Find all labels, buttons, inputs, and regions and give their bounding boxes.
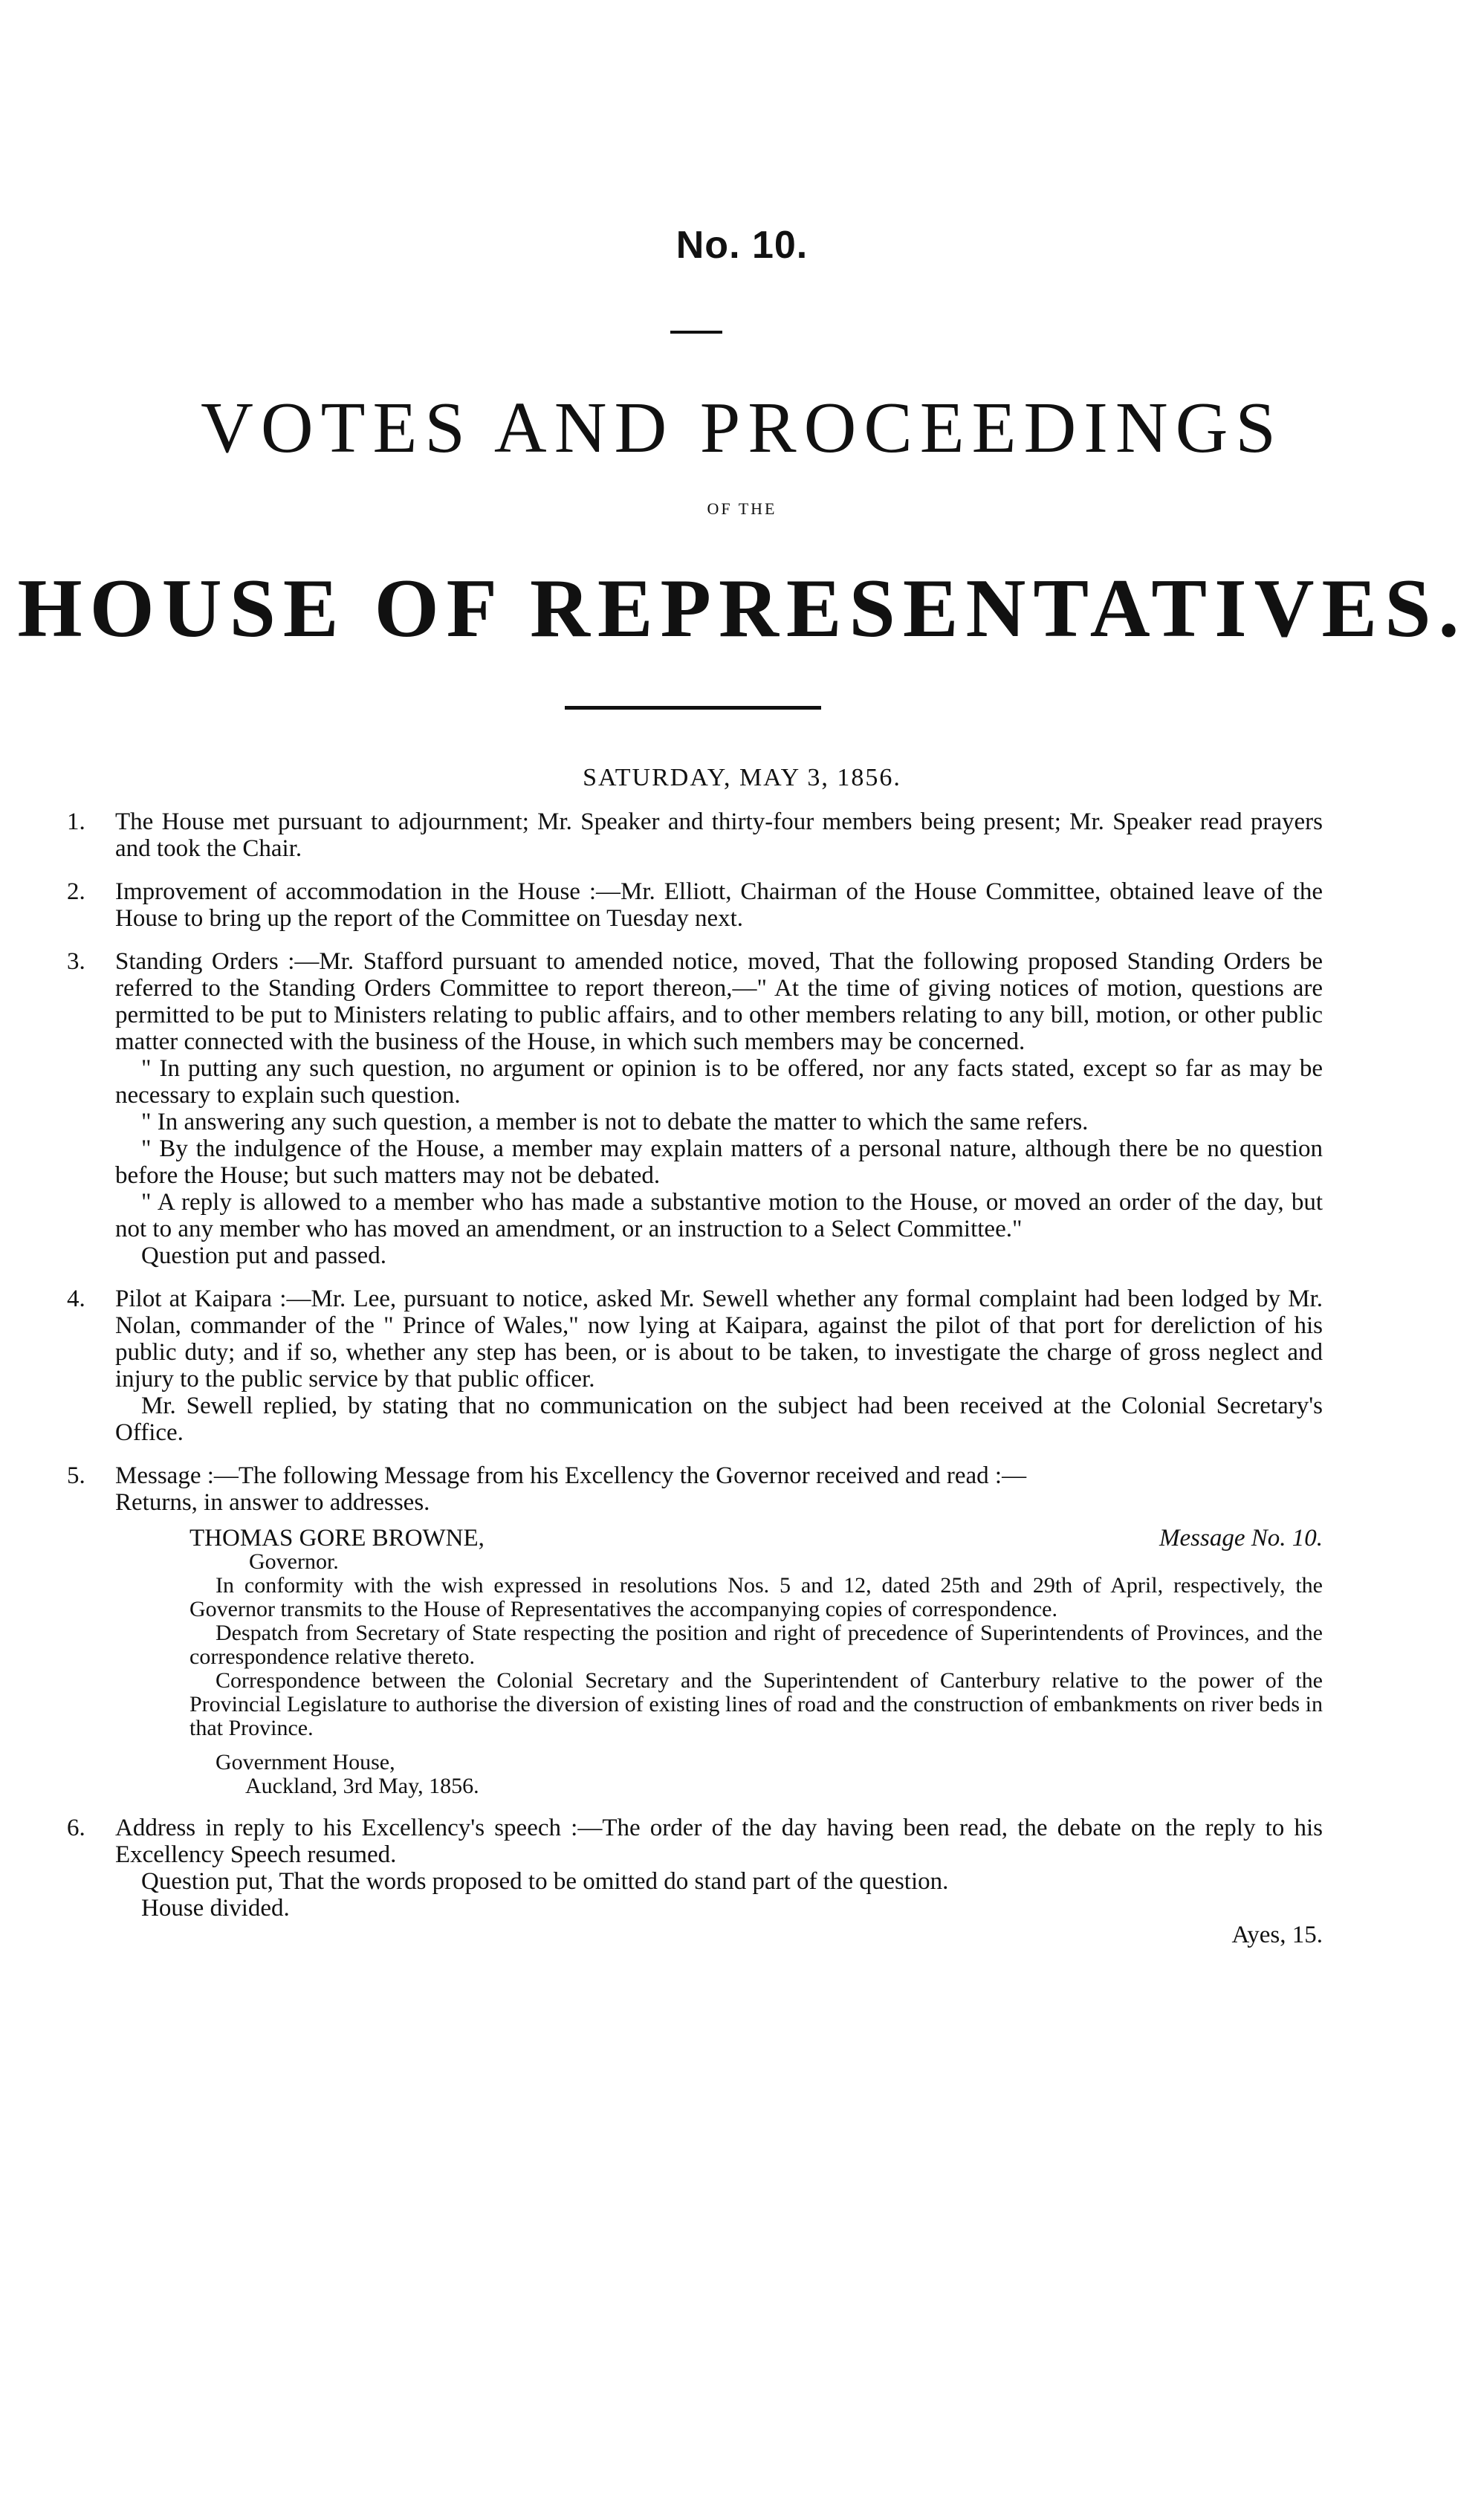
item-paragraph: " By the indulgence of the House, a member may explain matters of a personal nature, although there be no question before the House; but such matters may not be debated. [115,1135,1323,1189]
sitting-date: SATURDAY, MAY 3, 1856. [583,764,901,791]
item-number: 4. [67,1286,85,1312]
item-text: The House met pursuant to adjournment; Mr. Speaker and thirty-four members being present; Mr. Speaker read prayers and took the Chair. [115,808,1323,862]
item-paragraph: " In answering any such question, a member is not to debate the matter to which the same refers. [141,1109,1089,1135]
proceeding-item-2 [67,878,1323,932]
item-text: Standing Orders :—Mr. Stafford pursuant to amended notice, moved, That the following proposed Standing Orders be referred to the Standing Orders Committee to report thereon,—" At the time of giving notices of motion, questions are permitted to be put to Ministers relating to public affairs, and to other members relating to any bill, motion, or other public matter connected with the business of the House, in which such members may be concerned. [115,948,1323,1055]
item-paragraph: Question put and passed. [141,1242,386,1269]
proceeding-item-5 [67,1462,1323,1798]
item-paragraph: Question put, That the words proposed to be omitted do stand part of the question. [141,1868,949,1895]
item-paragraph: " In putting any such question, no argument or opinion is to be offered, nor any facts stated, except so far as may be necessary to explain such question. [115,1055,1323,1109]
top-rule [670,331,722,334]
title-house-of-representatives: HOUSE OF REPRESENTATIVES. [17,563,1467,655]
item-text: Improvement of accommodation in the House :—Mr. Elliott, Chairman of the House Committee, obtained leave of the House to bring up the report of the Committee on Tuesday next. [115,878,1323,932]
message-paragraph: In conformity with the wish expressed in resolutions Nos. 5 and 12, dated 25th and 29th of April, respectively, the Governor transmits to the House of Representatives the accompanying copies of correspondence. [189,1573,1323,1621]
message-place-date: Auckland, 3rd May, 1856. [245,1774,479,1798]
title-of-the: OF THE [707,499,777,518]
item-text: Message :—The following Message from his Excellency the Governor received and read :— [115,1462,1027,1489]
proceeding-item-1 [67,808,1323,862]
returns-line: Returns, in answer to addresses. [115,1489,430,1516]
item-number: 3. [67,948,85,975]
message-place: Government House, [216,1750,395,1774]
message-paragraph: Correspondence between the Colonial Secretary and the Superintendent of Canterbury relative to the power of the Provincial Legislature to authorise the diversion of existing lines of road and the construction of embankments on river beds in that Province. [189,1668,1323,1740]
proceedings-body [67,808,1323,1965]
proceeding-item-4 [67,1286,1323,1446]
paper-number: No. 10. [675,224,809,267]
item-number: 5. [67,1462,85,1489]
item-paragraph: House divided. [141,1895,290,1922]
proceeding-item-3 [67,948,1323,1269]
message-number: Message No. 10. [1159,1525,1323,1552]
message-paragraph: Despatch from Secretary of State respecting the position and right of precedence of Superintendents of Provinces, and the correspondence relative thereto. [189,1621,1323,1669]
title-rule [565,706,821,710]
item-paragraph: " A reply is allowed to a member who has made a substantive motion to the House, or moved an order of the day, but not to any member who has moved an amendment, or an instruction to a Select Committee." [115,1189,1323,1242]
division-ayes: Ayes, 15. [1231,1922,1323,1948]
item-number: 1. [67,808,85,835]
message-signer: THOMAS GORE BROWNE, [189,1525,485,1552]
item-number: 6. [67,1815,85,1841]
message-signature-row [189,1526,1323,1550]
item-paragraph: Mr. Sewell replied, by stating that no communication on the subject had been received at the Colonial Secretary's Office. [115,1393,1323,1446]
message-signer-title: Governor. [249,1549,339,1574]
proceeding-item-6 [67,1815,1323,1948]
item-text: Address in reply to his Excellency's speech :—The order of the day having been read, the debate on the reply to his Excellency Speech resumed. [115,1815,1323,1868]
governor-message [115,1526,1323,1798]
item-text: Pilot at Kaipara :—Mr. Lee, pursuant to notice, asked Mr. Sewell whether any formal complaint had been lodged by Mr. Nolan, commander of the " Prince of Wales," now lying at Kaipara, against the pilot of that port for dereliction of his public duty; and if so, whether any step has been, or is about to be taken, to investigate the charge of gross neglect and injury to the public service by that public officer. [115,1286,1323,1393]
item-number: 2. [67,878,85,905]
title-votes-and-proceedings: VOTES AND PROCEEDINGS [201,388,1283,468]
